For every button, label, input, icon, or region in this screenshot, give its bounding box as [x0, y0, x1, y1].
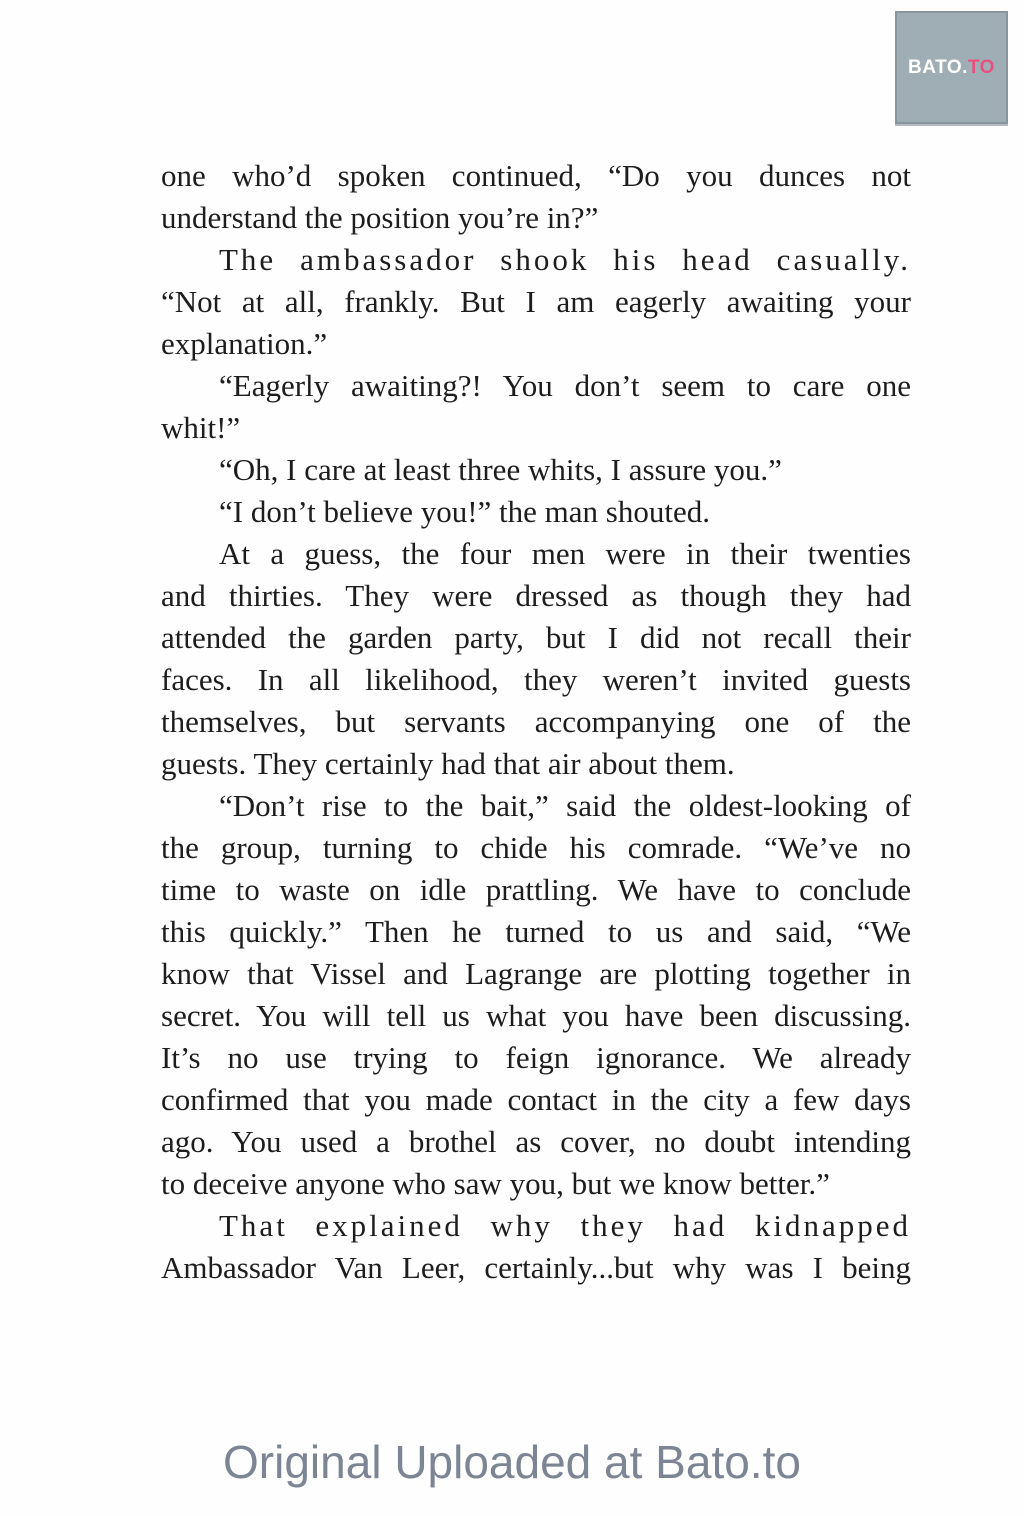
text-line: explanation.” — [161, 326, 328, 361]
text-line: time to waste on idle prattling. We have to conclude — [161, 872, 911, 907]
text-line: know that Vissel and Lagrange are plotting together in — [161, 956, 911, 991]
text-line: “I don’t believe you!” the man shouted. — [219, 494, 710, 529]
text-line: guests. They certainly had that air about them. — [161, 746, 735, 781]
text-line: It’s no use trying to feign ignorance. We already — [161, 1040, 911, 1075]
text-line: understand the position you’re in?” — [161, 200, 599, 235]
text-line: themselves, but servants accompanying one of the — [161, 704, 911, 739]
bato-logo-text — [908, 58, 995, 77]
text-line: attended the garden party, but I did not recall their — [161, 620, 911, 655]
text-line: the group, turning to chide his comrade. “We’ve no — [161, 830, 911, 865]
text-line: one who’d spoken continued, “Do you dunces not — [161, 158, 911, 193]
text-line: and thirties. They were dressed as though they had — [161, 578, 911, 613]
text-line: That explained why they had kidnapped — [219, 1208, 911, 1243]
text-line: “Oh, I care at least three whits, I assure you.” — [219, 452, 782, 487]
bato-logo-accent: TO — [967, 57, 995, 78]
text-line: whit!” — [161, 410, 241, 445]
text-line: The ambassador shook his head casually. — [219, 242, 911, 277]
text-line: confirmed that you made contact in the city a few days — [161, 1082, 911, 1117]
text-line: to deceive anyone who saw you, but we know better.” — [161, 1166, 830, 1201]
text-line: Ambassador Van Leer, certainly...but why was I being — [161, 1250, 911, 1285]
text-line: secret. You will tell us what you have been discussing. — [161, 998, 911, 1033]
uploader-watermark: Original Uploaded at Bato.to — [223, 1436, 801, 1488]
text-line: faces. In all likelihood, they weren’t invited guests — [161, 662, 911, 697]
page-text-block — [161, 155, 911, 1289]
text-line: “Eagerly awaiting?! You don’t seem to care one — [219, 368, 911, 403]
text-line: “Not at all, frankly. But I am eagerly awaiting your — [161, 284, 911, 319]
text-line: “Don’t rise to the bait,” said the oldest-looking of — [219, 788, 911, 823]
text-line: this quickly.” Then he turned to us and said, “We — [161, 914, 911, 949]
text-line: At a guess, the four men were in their twenties — [219, 536, 911, 571]
bato-logo — [895, 11, 1008, 124]
bato-logo-primary: BATO. — [908, 57, 968, 78]
text-line: ago. You used a brothel as cover, no doubt intending — [161, 1124, 911, 1159]
